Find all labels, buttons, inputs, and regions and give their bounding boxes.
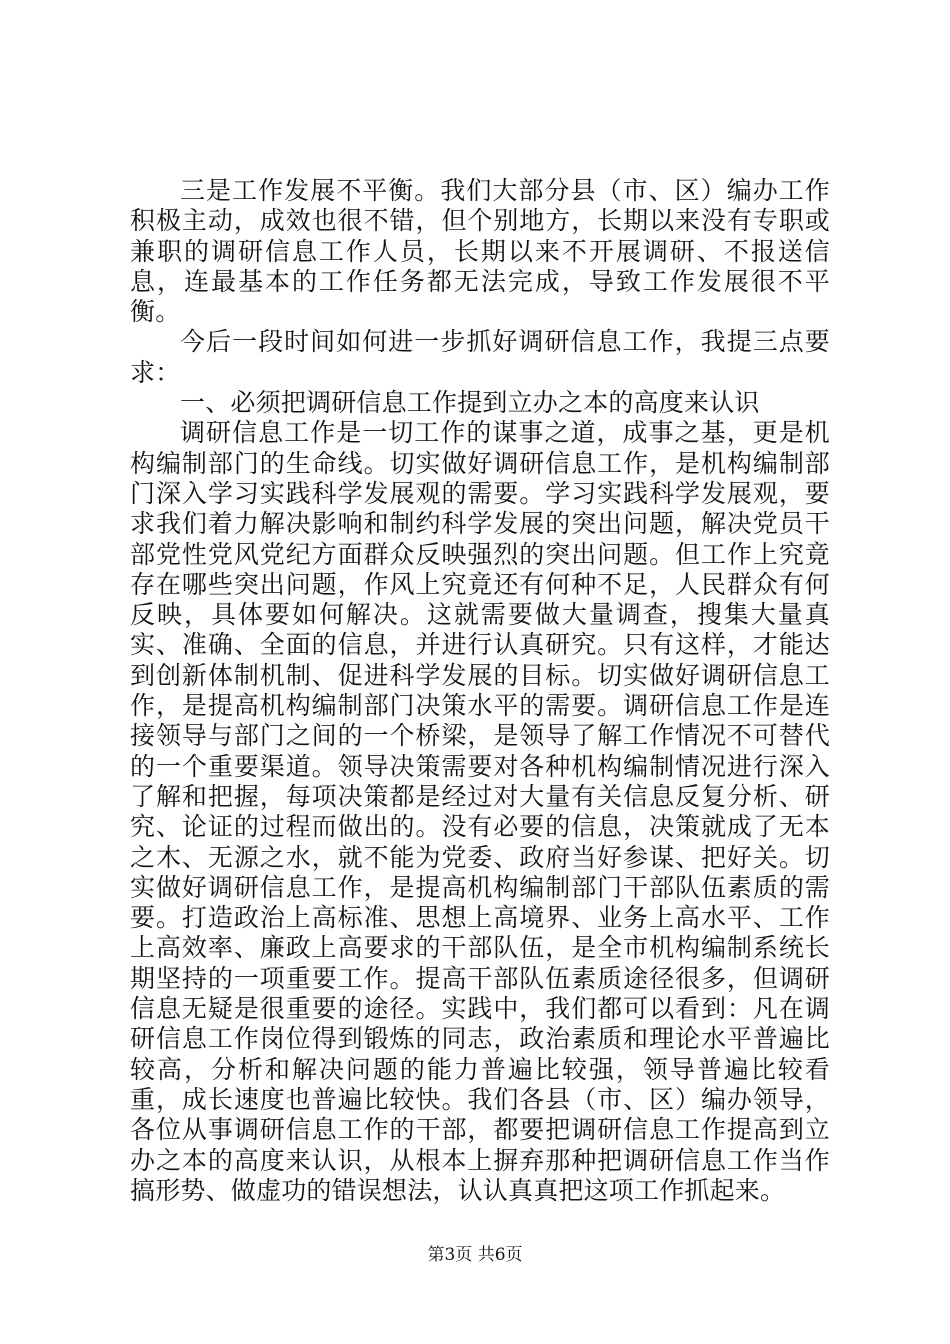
paragraph-requirements-intro: 今后一段时间如何进一步抓好调研信息工作，我提三点要求： <box>130 327 830 387</box>
paragraph-section-body: 调研信息工作是一切工作的谋事之道，成事之基，更是机构编制部门的生命线。切实做好调研信息工作，是机构编制部门深入学习实践科学发展观的需要。学习实践科学发展观，要求我们着力解决影响和制约科学发展的突出问题，解决党员干部党性党风党纪方面群众反映强烈的突出问题。但工作上究竟存在哪些突出问题，作风上究竟还有何种不足，人民群众有何反映，具体要如何解决。这就需要做大量调查，搜集大量真实、准确、全面的信息，并进行认真研究。只有这样，才能达到创新体制机制、促进科学发展的目标。切实做好调研信息工作，是提高机构编制部门决策水平的需要。调研信息工作是连接领导与部门之间的一个桥梁，是领导了解工作情况不可替代的一个重要渠道。领导决策需要对各种机构编制情况进行深入了解和把握，每项决策都是经过对大量有关信息反复分析、研究、论证的过程而做出的。没有必要的信息，决策就成了无本之木、无源之水，就不能为党委、政府当好参谋、把好关。切实做好调研信息工作，是提高机构编制部门干部队伍素质的需要。打造政治上高标准、思想上高境界、业务上高水平、工作上高效率、廉政上高要求的干部队伍，是全市机构编制系统长期坚持的一项重要工作。提高干部队伍素质途径很多，但调研信息无疑是很重要的途径。实践中，我们都可以看到：凡在调研信息工作岗位得到锻炼的同志，政治素质和理论水平普遍比较高，分析和解决问题的能力普遍比较强，领导普遍比较看重，成长速度也普遍比较快。我们各县（市、区）编办领导，各位从事调研信息工作的干部，都要把调研信息工作提高到立办之本的高度来认识，从根本上摒弃那种把调研信息工作当作搞形势、做虚功的错误想法，认认真真把这项工作抓起来。 <box>130 418 830 1205</box>
paragraph-imbalance: 三是工作发展不平衡。我们大部分县（市、区）编办工作积极主动，成效也很不错，但个别地方，长期以来没有专职或兼职的调研信息工作人员，长期以来不开展调研、不报送信息，连最基本的工作任务都无法完成，导致工作发展很不平衡。 <box>130 176 830 327</box>
page-number-footer: 第3页 共6页 <box>427 1245 523 1265</box>
document-body <box>130 176 830 1206</box>
section-heading: 一、必须把调研信息工作提到立办之本的高度来认识 <box>180 388 760 418</box>
